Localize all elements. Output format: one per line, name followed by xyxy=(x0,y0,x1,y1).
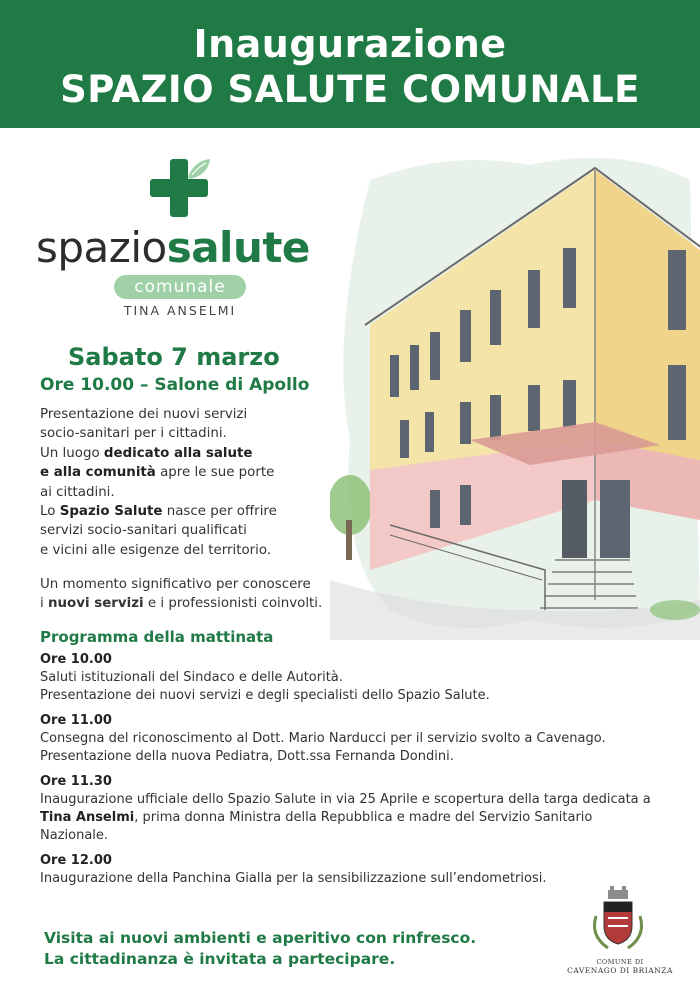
program-list xyxy=(40,650,660,894)
program-text: Consegna del riconoscimento al Dott. Mario Narducci per il servizio svolto a Cavenago. xyxy=(40,731,606,746)
desc-text: Un luogo xyxy=(40,445,104,461)
desc-line xyxy=(40,502,340,521)
municipal-crest-icon xyxy=(588,886,648,954)
logo-comunale-pill: comunale xyxy=(114,275,246,299)
desc-line: socio-sanitari per i cittadini. xyxy=(40,426,227,442)
comune-label xyxy=(560,958,680,975)
event-moment xyxy=(40,575,360,614)
spazio-salute-logo xyxy=(30,155,330,320)
header-title: Inaugurazione xyxy=(193,22,507,66)
desc-line xyxy=(40,444,340,463)
desc-text: nasce per offrire xyxy=(162,504,277,520)
footer-invitation xyxy=(44,928,564,970)
event-date: Sabato 7 marzo xyxy=(68,343,280,371)
desc-line: e vicini alle esigenze del territorio. xyxy=(40,542,272,558)
event-description xyxy=(40,405,340,560)
desc-line: servizi socio-sanitari qualificati xyxy=(40,523,247,539)
logo-wordmark xyxy=(36,223,336,273)
moment-line xyxy=(40,594,360,613)
program-time: Ore 11.00 xyxy=(40,713,112,728)
comune-line2: CAVENAGO DI BRIANZA xyxy=(567,966,673,975)
program-text: Presentazione della nuova Pediatra, Dott.ssa Fernanda Dondini. xyxy=(40,749,454,764)
program-time: Ore 12.00 xyxy=(40,853,112,868)
program-text: Presentazione dei nuovi servizi e degli specialisti dello Spazio Salute. xyxy=(40,688,490,703)
program-time: Ore 11.30 xyxy=(40,774,112,789)
moment-text: e i professionisti coinvolti. xyxy=(143,596,323,612)
program-time: Ore 10.00 xyxy=(40,652,112,667)
program-item xyxy=(40,650,660,705)
program-bold: Tina Anselmi xyxy=(40,810,135,825)
comune-line1: COMUNE DI xyxy=(596,958,644,966)
moment-bold: nuovi servizi xyxy=(47,596,144,612)
desc-line: ai cittadini. xyxy=(40,484,115,500)
desc-line xyxy=(40,463,340,482)
footer-line: La cittadinanza è invitata a partecipare. xyxy=(44,950,396,968)
program-text-rest: , prima donna Ministra della Repubblica e madre del Servizio Sanitario Nazionale. xyxy=(40,810,593,843)
moment-text: i xyxy=(40,596,48,612)
header-subtitle: SPAZIO SALUTE COMUNALE xyxy=(60,68,640,111)
moment-line: Un momento significativo per conoscere xyxy=(40,577,311,592)
desc-bold: Spazio Salute xyxy=(59,504,163,520)
program-text: Inaugurazione ufficiale dello Spazio Salute in via 25 Aprile e scopertura della targa dedicata a xyxy=(40,792,651,807)
program-text: Saluti istituzionali del Sindaco e delle Autorità. xyxy=(40,670,343,685)
building-illustration xyxy=(330,140,700,640)
program-item xyxy=(40,772,660,845)
desc-bold: e alla comunità xyxy=(40,465,156,481)
event-time-location: Ore 10.00 – Salone di Apollo xyxy=(40,375,310,395)
logo-word-spazio: spazio xyxy=(36,223,167,272)
desc-bold: dedicato alla salute xyxy=(103,445,253,461)
header-banner xyxy=(0,0,700,128)
program-item xyxy=(40,851,660,888)
program-title: Programma della mattinata xyxy=(40,628,274,646)
desc-text: apre le sue porte xyxy=(155,465,275,481)
program-text xyxy=(40,809,660,845)
logo-word-salute: salute xyxy=(166,223,310,272)
desc-text: Lo xyxy=(40,504,60,520)
program-text: Inaugurazione della Panchina Gialla per la sensibilizzazione sull’endometriosi. xyxy=(40,871,547,886)
green-cross-leaf-icon xyxy=(148,155,212,221)
logo-dedication: TINA ANSELMI xyxy=(123,303,237,318)
program-item xyxy=(40,711,660,766)
footer-line: Visita ai nuovi ambienti e aperitivo con rinfresco. xyxy=(44,929,477,947)
desc-line: Presentazione dei nuovi servizi xyxy=(40,407,248,422)
